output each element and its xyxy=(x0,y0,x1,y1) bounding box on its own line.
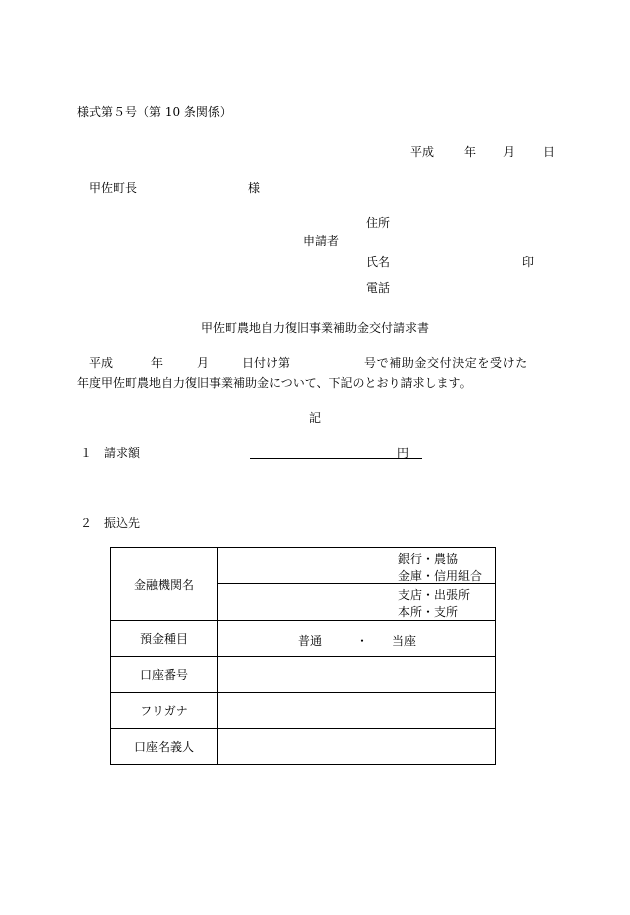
account-holder-cell[interactable] xyxy=(218,729,496,765)
branch-name-cell[interactable] xyxy=(218,584,496,621)
body-decision: 号で補助金交付決定を受けた xyxy=(364,356,528,370)
deposit-type-label: 預金種目 xyxy=(111,621,218,657)
amount-unit: 円 xyxy=(397,446,410,460)
deposit-separator: ・ xyxy=(356,634,369,648)
account-holder-label: 口座名義人 xyxy=(111,729,218,765)
table-row xyxy=(111,729,496,765)
date-era: 平成 xyxy=(410,145,435,159)
ki-mark: 記 xyxy=(308,411,321,425)
body-era: 平成 xyxy=(89,356,114,370)
applicant-label: 申請者 xyxy=(303,234,340,248)
deposit-type-cell[interactable] xyxy=(218,621,496,657)
section1-number: １ xyxy=(80,446,93,460)
date-month: 月 xyxy=(503,145,516,159)
table-row xyxy=(111,693,496,729)
addressee-honorific: 様 xyxy=(248,181,261,195)
applicant-address-label: 住所 xyxy=(366,216,391,230)
deposit-ordinary[interactable]: 普通 xyxy=(298,634,323,648)
seal-mark: 印 xyxy=(522,255,535,269)
body-line2: 年度甲佐町農地自力復旧事業補助金について、下記のとおり請求します。 xyxy=(77,376,472,390)
branch-type-1: 支店・出張所 xyxy=(398,588,471,602)
table-row xyxy=(111,657,496,693)
bank-type-2: 金庫・信用組合 xyxy=(398,569,483,583)
furigana-cell[interactable] xyxy=(218,693,496,729)
bank-name-cell[interactable] xyxy=(218,548,496,584)
account-number-cell[interactable] xyxy=(218,657,496,693)
section2-number: ２ xyxy=(80,516,93,530)
bank-transfer-table xyxy=(110,547,496,765)
furigana-label: フリガナ xyxy=(111,693,218,729)
body-month: 月 xyxy=(197,356,210,370)
date-day: 日 xyxy=(543,145,556,159)
date-year: 年 xyxy=(464,145,477,159)
body-dated-no: 日付け第 xyxy=(242,356,291,370)
amount-underline xyxy=(250,458,422,459)
addressee-title: 甲佐町長 xyxy=(89,181,138,195)
branch-type-2: 本所・支所 xyxy=(398,605,459,619)
document-title: 甲佐町農地自力復旧事業補助金交付請求書 xyxy=(200,321,429,335)
table-row xyxy=(111,621,496,657)
account-number-label: 口座番号 xyxy=(111,657,218,693)
section2-label: 振込先 xyxy=(104,516,141,530)
deposit-current[interactable]: 当座 xyxy=(392,634,417,648)
institution-label: 金融機関名 xyxy=(111,548,218,621)
bank-type-1: 銀行・農協 xyxy=(398,552,459,566)
table-row xyxy=(111,548,496,584)
applicant-name-label: 氏名 xyxy=(366,255,391,269)
body-year: 年 xyxy=(151,356,164,370)
section1-label: 請求額 xyxy=(104,446,141,460)
form-number: 様式第５号（第 10 条関係） xyxy=(77,105,232,119)
applicant-phone-label: 電話 xyxy=(366,281,391,295)
